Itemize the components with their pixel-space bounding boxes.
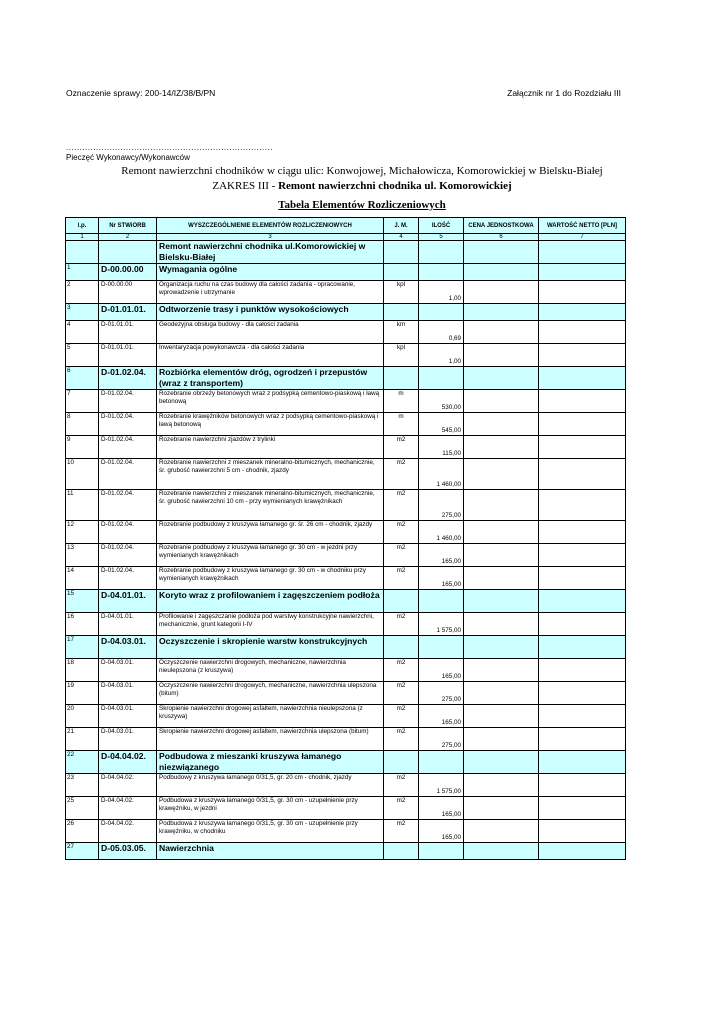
row-description: Rozebranie nawierzchni zjazdów z trylinki <box>157 436 384 459</box>
row-unit-price <box>464 490 539 521</box>
row-lp: 14 <box>66 567 99 590</box>
row-unit-price <box>464 321 539 344</box>
row-net-value <box>539 843 626 860</box>
row-net-value <box>539 544 626 567</box>
row-description: Organizacja ruchu na czas budowy dla całości zadania - opracowanie, wprowadzenie i utrzymanie <box>157 281 384 304</box>
signature-dots: ............................................................................ <box>66 143 273 152</box>
row-quantity <box>419 264 464 281</box>
row-code: D-00.00.00 <box>99 264 157 281</box>
row-quantity: 165,00 <box>419 659 464 682</box>
row-description: Rozebranie podbudowy z kruszywa łamanego gr. 30 cm - w jezdni przy wymienianych krawężnikach <box>157 544 384 567</box>
table-row <box>66 659 626 682</box>
row-unit <box>384 304 419 321</box>
table-row <box>66 321 626 344</box>
row-unit: m2 <box>384 521 419 544</box>
column-header: WARTOŚĆ NETTO [PLN] <box>539 218 626 234</box>
row-unit: m2 <box>384 774 419 797</box>
row-net-value <box>539 321 626 344</box>
row-quantity: 545,00 <box>419 413 464 436</box>
column-header: l.p. <box>66 218 99 234</box>
row-net-value <box>539 304 626 321</box>
row-description: Rozbiórka elementów dróg, ogrodzeń i przepustów (wraz z transportem) <box>157 367 384 390</box>
row-lp: 3 <box>66 304 99 321</box>
row-quantity: 165,00 <box>419 567 464 590</box>
row-code: D-04.03.01. <box>99 728 157 751</box>
column-header: J. M. <box>384 218 419 234</box>
row-quantity: 1 460,00 <box>419 459 464 490</box>
table-header-row <box>66 218 626 234</box>
row-description: Koryto wraz z profilowaniem i zagęszczeniem podłoża <box>157 590 384 613</box>
row-lp: 27 <box>66 843 99 860</box>
row-description: Skropienie nawierzchni drogowej asfaltem, nawierzchnia ulepszona (bitum) <box>157 728 384 751</box>
row-description: Rozebranie podbudowy z kruszywa łamanego gr. śr. 26 cm - chodnik, zjazdy <box>157 521 384 544</box>
column-number: 1 <box>66 234 99 241</box>
row-description: Remont nawierzchni chodnika ul.Komorowickiej w Bielsku-Białej <box>157 241 384 264</box>
table-row <box>66 459 626 490</box>
row-unit-price <box>464 751 539 774</box>
section-row <box>66 264 626 281</box>
row-unit: km <box>384 321 419 344</box>
row-quantity: 165,00 <box>419 797 464 820</box>
row-quantity: 1,00 <box>419 344 464 367</box>
row-lp: 25 <box>66 797 99 820</box>
row-code: D-04.03.01. <box>99 682 157 705</box>
column-number: 5 <box>419 234 464 241</box>
row-lp: 8 <box>66 413 99 436</box>
row-unit: m <box>384 390 419 413</box>
row-description: Podbudowy z kruszywa łamanego 0/31,5, gr. 20 cm - chodnik, zjazdy <box>157 774 384 797</box>
row-lp: 9 <box>66 436 99 459</box>
table-row <box>66 436 626 459</box>
row-unit-price <box>464 367 539 390</box>
row-net-value <box>539 774 626 797</box>
row-unit-price <box>464 659 539 682</box>
row-description: Rozebranie podbudowy z kruszywa łamanego gr. 30 cm - w chodniku przy wymienianych krawężnikach <box>157 567 384 590</box>
table-row <box>66 281 626 304</box>
row-code: D-01.02.04. <box>99 544 157 567</box>
row-lp: 12 <box>66 521 99 544</box>
row-description: Wymagania ogólne <box>157 264 384 281</box>
row-unit-price <box>464 797 539 820</box>
row-code: D-04.04.02. <box>99 774 157 797</box>
row-quantity: 1,00 <box>419 281 464 304</box>
row-unit: m <box>384 413 419 436</box>
row-net-value <box>539 241 626 264</box>
row-lp: 19 <box>66 682 99 705</box>
row-unit: m2 <box>384 490 419 521</box>
row-lp: 4 <box>66 321 99 344</box>
project-title: Remont nawierzchni chodników w ciągu ulic: Konwojowej, Michałowicza, Komorowickiej w Bielsku-Białej <box>121 165 603 177</box>
row-unit-price <box>464 774 539 797</box>
row-unit-price <box>464 682 539 705</box>
row-net-value <box>539 659 626 682</box>
row-unit-price <box>464 459 539 490</box>
section-row <box>66 751 626 774</box>
row-description: Podbudowa z kruszywa łamanego 0/31,5, gr. 30 cm - uzupełnienie przy krawężniku, w jezdni <box>157 797 384 820</box>
row-lp: 7 <box>66 390 99 413</box>
row-net-value <box>539 459 626 490</box>
row-lp: 20 <box>66 705 99 728</box>
row-unit-price <box>464 390 539 413</box>
section-row <box>66 843 626 860</box>
row-code: D-01.02.04. <box>99 390 157 413</box>
row-quantity: 0,69 <box>419 321 464 344</box>
row-quantity: 115,00 <box>419 436 464 459</box>
row-lp: 22 <box>66 751 99 774</box>
row-code: D-04.03.01. <box>99 705 157 728</box>
row-unit-price <box>464 344 539 367</box>
row-quantity: 165,00 <box>419 705 464 728</box>
row-quantity <box>419 241 464 264</box>
row-lp: 18 <box>66 659 99 682</box>
row-unit-price <box>464 705 539 728</box>
table-row <box>66 544 626 567</box>
row-net-value <box>539 264 626 281</box>
row-lp: 16 <box>66 613 99 636</box>
row-code: D-01.01.01. <box>99 321 157 344</box>
row-lp: 2 <box>66 281 99 304</box>
row-unit-price <box>464 728 539 751</box>
table-row <box>66 705 626 728</box>
scope-prefix: ZAKRES III - <box>212 180 279 192</box>
row-unit-price <box>464 590 539 613</box>
row-unit: m2 <box>384 705 419 728</box>
row-description: Profilowanie i zagęszczanie podłoża pod warstwy konstrukcyjne nawierzchni, mechanicznie, grunt kategorii I-IV <box>157 613 384 636</box>
column-header: Nr STWiORB <box>99 218 157 234</box>
row-unit: m2 <box>384 567 419 590</box>
row-quantity <box>419 304 464 321</box>
row-quantity: 165,00 <box>419 820 464 843</box>
row-unit-price <box>464 413 539 436</box>
row-quantity <box>419 751 464 774</box>
row-net-value <box>539 367 626 390</box>
row-quantity <box>419 636 464 659</box>
row-quantity: 165,00 <box>419 544 464 567</box>
table-row <box>66 567 626 590</box>
column-header: WYSZCZEGÓLNIENIE ELEMENTÓW ROZLICZENIOWYCH <box>157 218 384 234</box>
row-code: D-01.02.04. <box>99 459 157 490</box>
row-unit-price <box>464 843 539 860</box>
row-lp: 10 <box>66 459 99 490</box>
row-unit <box>384 590 419 613</box>
row-net-value <box>539 490 626 521</box>
row-unit-price <box>464 613 539 636</box>
row-quantity: 1 460,00 <box>419 521 464 544</box>
row-unit: m2 <box>384 544 419 567</box>
row-lp: 23 <box>66 774 99 797</box>
table-row <box>66 490 626 521</box>
row-lp: 21 <box>66 728 99 751</box>
row-unit: kpl <box>384 344 419 367</box>
row-code: D-04.04.02. <box>99 751 157 774</box>
section-row <box>66 367 626 390</box>
row-lp: 5 <box>66 344 99 367</box>
row-description: Podbudowa z kruszywa łamanego 0/31,5, gr. 30 cm - uzupełnienie przy krawężniku, w chodniku <box>157 820 384 843</box>
row-unit: m2 <box>384 659 419 682</box>
table-row <box>66 797 626 820</box>
table-title: Tabela Elementów Rozliczeniowych <box>278 199 446 211</box>
row-code: D-01.02.04. <box>99 436 157 459</box>
row-quantity: 1 575,00 <box>419 613 464 636</box>
row-lp: 11 <box>66 490 99 521</box>
row-lp: 26 <box>66 820 99 843</box>
row-description: Skropienie nawierzchni drogowej asfaltem, nawierzchnia nieulepszona (z kruszywa) <box>157 705 384 728</box>
row-unit: m2 <box>384 682 419 705</box>
case-reference: Oznaczenie sprawy: 200-14/IZ/38/B/PN <box>66 88 216 98</box>
row-description: Rozebranie nawierzchni z mieszanek mineralno-bitumicznych, mechanicznie, śr. grubość nawierzchni 5 cm - chodnik, zjazdy <box>157 459 384 490</box>
row-quantity <box>419 843 464 860</box>
row-unit: kpl <box>384 281 419 304</box>
row-description: Podbudowa z mieszanki kruszywa łamanego niezwiązanego <box>157 751 384 774</box>
row-net-value <box>539 751 626 774</box>
row-unit <box>384 367 419 390</box>
row-unit-price <box>464 264 539 281</box>
row-code: D-00.00.00 <box>99 281 157 304</box>
contractor-stamp-label: Pieczęć Wykonawcy/Wykonawców <box>66 153 190 162</box>
row-unit-price <box>464 436 539 459</box>
section-row <box>66 590 626 613</box>
row-code: D-01.02.04. <box>99 567 157 590</box>
row-net-value <box>539 413 626 436</box>
row-unit-price <box>464 304 539 321</box>
row-net-value <box>539 436 626 459</box>
row-unit-price <box>464 544 539 567</box>
table-row <box>66 682 626 705</box>
row-code: D-01.02.04. <box>99 413 157 436</box>
row-code: D-04.04.02. <box>99 820 157 843</box>
table-row <box>66 521 626 544</box>
row-code: D-01.01.01. <box>99 304 157 321</box>
row-code: D-04.04.02. <box>99 797 157 820</box>
row-lp <box>66 241 99 264</box>
row-net-value <box>539 590 626 613</box>
table-row <box>66 390 626 413</box>
table-row <box>66 728 626 751</box>
table-body <box>66 241 626 860</box>
row-description: Geodezyjna obsługa budowy - dla całości zadania <box>157 321 384 344</box>
row-description: Odtworzenie trasy i punktów wysokościowych <box>157 304 384 321</box>
column-number: 4 <box>384 234 419 241</box>
scope-name: Remont nawierzchni chodnika ul. Komorowickiej <box>278 180 512 192</box>
row-description: Nawierzchnia <box>157 843 384 860</box>
table-row <box>66 820 626 843</box>
column-header: ILOŚĆ <box>419 218 464 234</box>
table-row <box>66 613 626 636</box>
row-description: Oczyszczenie nawierzchni drogowych, mechaniczne, nawierzchnia ulepszona (bitum) <box>157 682 384 705</box>
row-code: D-04.03.01. <box>99 659 157 682</box>
row-net-value <box>539 682 626 705</box>
row-quantity: 275,00 <box>419 682 464 705</box>
section-row <box>66 241 626 264</box>
row-lp: 13 <box>66 544 99 567</box>
row-description: Inwentaryzacja powykonawcza - dla całości zadania <box>157 344 384 367</box>
row-net-value <box>539 636 626 659</box>
row-unit <box>384 636 419 659</box>
row-code: D-01.02.04. <box>99 367 157 390</box>
elements-table <box>65 217 626 860</box>
scope-title <box>0 180 724 192</box>
row-lp: 6 <box>66 367 99 390</box>
table-row <box>66 774 626 797</box>
row-code: D-01.02.04. <box>99 490 157 521</box>
row-quantity: 275,00 <box>419 490 464 521</box>
row-unit-price <box>464 636 539 659</box>
row-code <box>99 241 157 264</box>
row-unit <box>384 241 419 264</box>
row-unit: m2 <box>384 728 419 751</box>
row-code: D-04.01.01. <box>99 613 157 636</box>
row-quantity <box>419 590 464 613</box>
row-lp: 15 <box>66 590 99 613</box>
row-unit: m2 <box>384 459 419 490</box>
row-net-value <box>539 797 626 820</box>
row-net-value <box>539 820 626 843</box>
row-lp: 1 <box>66 264 99 281</box>
row-description: Oczyszczenie i skropienie warstw konstrukcyjnych <box>157 636 384 659</box>
row-unit: m2 <box>384 436 419 459</box>
row-unit <box>384 751 419 774</box>
row-net-value <box>539 521 626 544</box>
row-unit: m2 <box>384 797 419 820</box>
row-quantity: 275,00 <box>419 728 464 751</box>
row-unit <box>384 264 419 281</box>
row-net-value <box>539 281 626 304</box>
row-unit-price <box>464 281 539 304</box>
row-unit-price <box>464 820 539 843</box>
table-row <box>66 413 626 436</box>
row-unit: m2 <box>384 820 419 843</box>
row-quantity: 1 575,00 <box>419 774 464 797</box>
row-net-value <box>539 728 626 751</box>
column-number-row <box>66 234 626 241</box>
row-net-value <box>539 344 626 367</box>
row-quantity <box>419 367 464 390</box>
row-lp: 17 <box>66 636 99 659</box>
column-number: 3 <box>157 234 384 241</box>
row-description: Rozebranie nawierzchni z mieszanek mineralno-bitumicznych, mechanicznie, śr. grubość nawierzchni 10 cm - przy wymienianych krawężnikach <box>157 490 384 521</box>
row-unit-price <box>464 521 539 544</box>
row-unit-price <box>464 567 539 590</box>
row-code: D-04.03.01. <box>99 636 157 659</box>
column-number: 6 <box>464 234 539 241</box>
column-number: 2 <box>99 234 157 241</box>
table-row <box>66 344 626 367</box>
row-unit-price <box>464 241 539 264</box>
column-header: CENA JEDNOSTKOWA <box>464 218 539 234</box>
row-unit <box>384 843 419 860</box>
row-net-value <box>539 705 626 728</box>
row-description: Oczyszczenie nawierzchni drogowych, mechaniczne, nawierzchnia nieulepszona (z kruszywa) <box>157 659 384 682</box>
row-unit: m2 <box>384 613 419 636</box>
row-quantity: 530,00 <box>419 390 464 413</box>
row-description: Rozebranie krawężników betonowych wraz z podsypką cementowo-piaskową i ławą betonową <box>157 413 384 436</box>
section-row <box>66 304 626 321</box>
row-code: D-05.03.05. <box>99 843 157 860</box>
row-net-value <box>539 567 626 590</box>
row-code: D-01.02.04. <box>99 521 157 544</box>
row-net-value <box>539 613 626 636</box>
attachment-label: Załącznik nr 1 do Rozdziału III <box>507 88 621 98</box>
section-row <box>66 636 626 659</box>
row-description: Rozebranie obrzeży betonowych wraz z podsypką cementowo-piaskową i ławą betonową <box>157 390 384 413</box>
row-net-value <box>539 390 626 413</box>
row-code: D-01.01.01. <box>99 344 157 367</box>
column-number: 7 <box>539 234 626 241</box>
row-code: D-04.01.01. <box>99 590 157 613</box>
